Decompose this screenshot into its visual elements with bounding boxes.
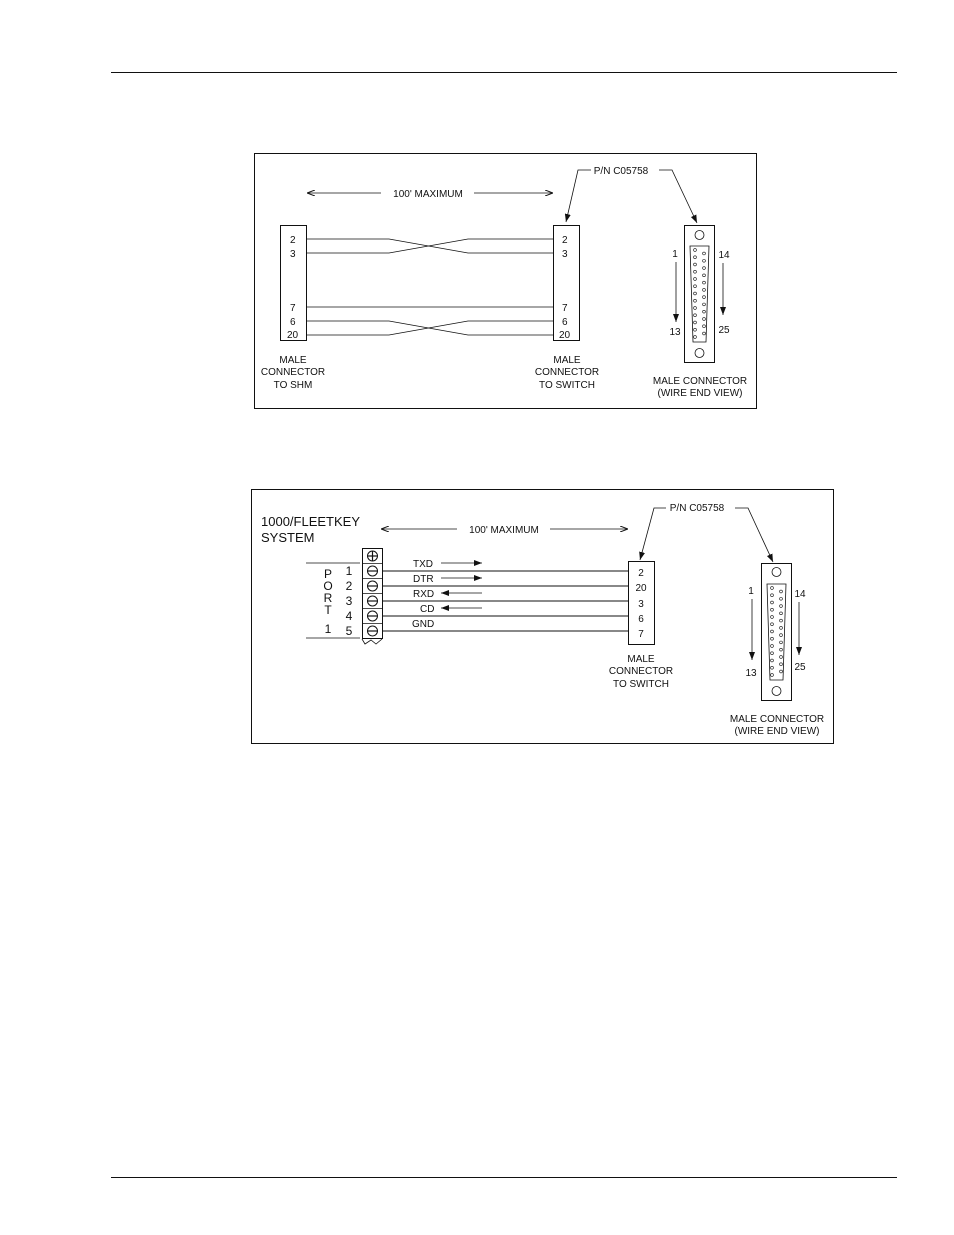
db25-label-25: 25 (794, 662, 806, 673)
port-letter-o: O (323, 579, 333, 593)
db25-wire-end-view (762, 564, 792, 701)
left-caption-3: TO SHM (273, 380, 313, 391)
part-number-label: P/N C05758 (593, 166, 649, 177)
terminal-number-1: 1 (345, 564, 353, 578)
wire-end-caption-2: (WIRE END VIEW) (734, 726, 820, 737)
left-pin-1: 2 (290, 235, 296, 246)
port-letter-t: T (324, 603, 332, 617)
switch-pin-3: 3 (638, 599, 644, 610)
terminal-number-5: 5 (345, 624, 353, 638)
switch-pin-5: 7 (638, 629, 644, 640)
right-pin-4: 6 (562, 317, 568, 328)
system-label-2: SYSTEM (261, 530, 315, 545)
right-caption-3: TO SWITCH (539, 380, 595, 391)
db25-wire-end-view (685, 226, 715, 363)
left-caption-2: CONNECTOR (260, 367, 326, 378)
db25-label-25: 25 (718, 325, 730, 336)
signal-label-rxd: RXD (413, 589, 435, 600)
db25-label-14: 14 (794, 589, 806, 600)
right-pin-3: 7 (562, 303, 568, 314)
system-label-1: 1000/FLEETKEY (261, 514, 360, 529)
db25-label-13: 13 (745, 668, 757, 679)
db25-label-1: 1 (672, 249, 678, 260)
signal-label-dtr: DTR (413, 574, 434, 585)
part-number-label: P/N C05758 (669, 503, 725, 514)
left-pin-5: 20 (287, 330, 299, 341)
switch-caption-3: TO SWITCH (613, 679, 669, 690)
switch-pin-1: 2 (638, 568, 644, 579)
diagram-frame (255, 154, 757, 409)
switch-caption-2: CONNECTOR (608, 666, 674, 677)
cable-diagram-fleetkey (252, 490, 834, 744)
signal-label-txd: TXD (413, 559, 433, 570)
terminal-number-3: 3 (345, 594, 353, 608)
signal-label-gnd: GND (412, 619, 435, 630)
signal-label-cd: CD (420, 604, 435, 615)
length-label: 100' MAXIMUM (393, 189, 463, 200)
wire-end-caption-1: MALE CONNECTOR (652, 376, 748, 387)
cable-diagram-shm (255, 154, 757, 409)
left-pin-4: 6 (290, 317, 296, 328)
left-pin-2: 3 (290, 249, 296, 260)
db25-label-13: 13 (669, 327, 681, 338)
switch-pin-2: 20 (635, 583, 647, 594)
port-number: 1 (324, 622, 332, 636)
wire-end-caption-1: MALE CONNECTOR (729, 714, 825, 725)
length-label: 100' MAXIMUM (469, 525, 539, 536)
right-pin-1: 2 (562, 235, 568, 246)
terminal-block (362, 549, 383, 645)
right-pin-2: 3 (562, 249, 568, 260)
terminal-number-2: 2 (345, 579, 353, 593)
db25-label-14: 14 (718, 250, 730, 261)
right-caption-1: MALE (553, 355, 581, 366)
switch-caption-1: MALE (627, 654, 655, 665)
port-letter-r: R (323, 591, 333, 605)
port-letter-p: P (323, 567, 333, 581)
db25-label-1: 1 (748, 586, 754, 597)
right-caption-2: CONNECTOR (534, 367, 600, 378)
left-pin-3: 7 (290, 303, 296, 314)
left-caption-1: MALE (279, 355, 307, 366)
terminal-number-4: 4 (345, 609, 353, 623)
wire-end-caption-2: (WIRE END VIEW) (657, 388, 743, 399)
switch-pin-4: 6 (638, 614, 644, 625)
right-pin-5: 20 (559, 330, 571, 341)
